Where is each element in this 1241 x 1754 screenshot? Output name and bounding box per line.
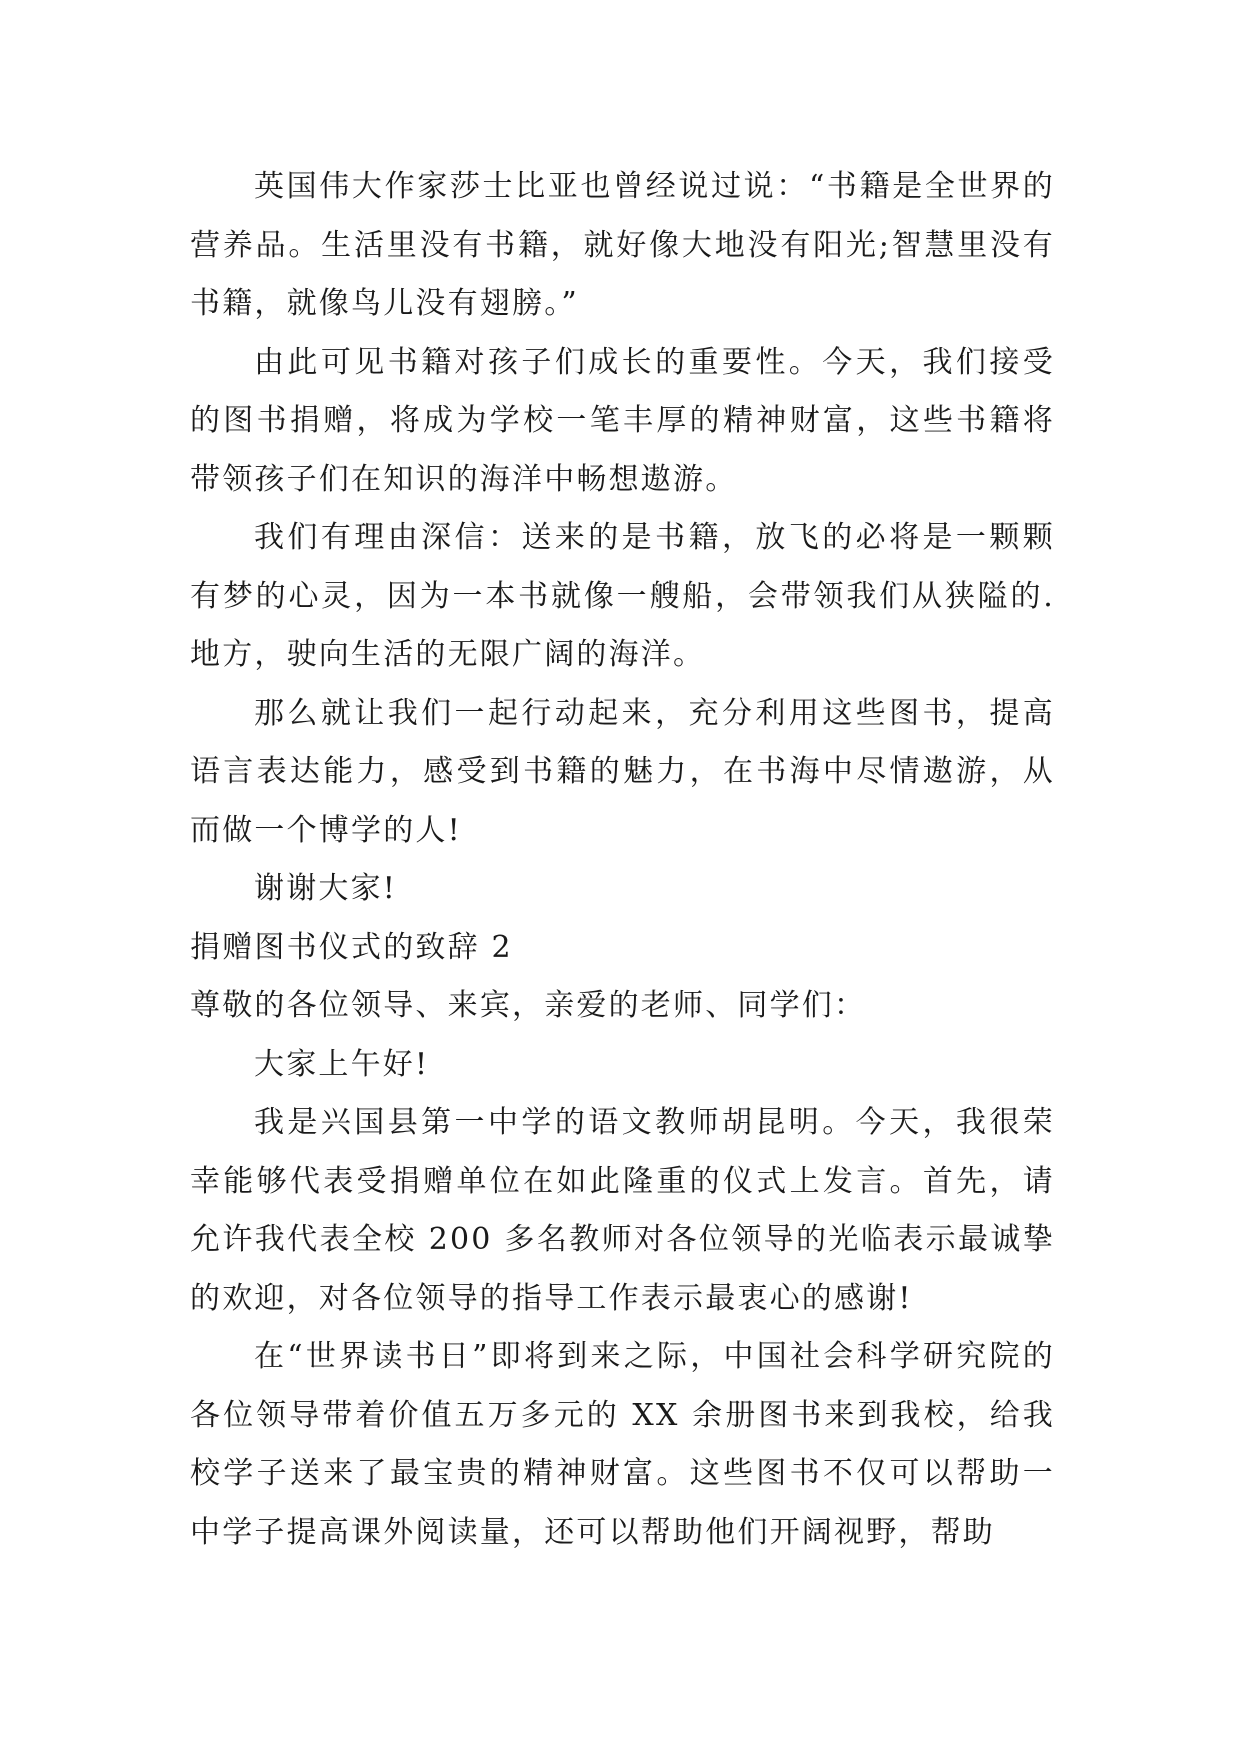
paragraph-importance-of-books: 由此可见书籍对孩子们成长的重要性。今天，我们接受的图书捐赠，将成为学校一笔丰厚的精神财富，这些书籍将带领孩子们在知识的海洋中畅想遨游。 (190, 344, 1055, 497)
paragraph-shakespeare-quote: 英国伟大作家莎士比亚也曾经说过说：“书籍是全世界的营养品。生活里没有书籍，就好像大地没有阳光;智慧里没有书籍，就像鸟儿没有翅膀。” (190, 169, 1055, 321)
paragraph-greeting: 大家上午好! (254, 1046, 430, 1082)
paragraph-firm-belief: 我们有理由深信：送来的是书籍，放飞的必将是一颗颗有梦的心灵，因为一本书就像一艘船，会带领我们从狭隘的.地方，驶向生活的无限广阔的海洋。 (190, 520, 1055, 672)
paragraph-call-to-action: 那么就让我们一起行动起来，充分利用这些图书，提高语言表达能力，感受到书籍的魅力，在书海中尽情遨游，从而做一个博学的人! (190, 695, 1055, 848)
paragraph-thanks: 谢谢大家! (254, 871, 398, 906)
salutation: 尊敬的各位领导、来宾，亲爱的老师、同学们： (190, 988, 867, 1023)
document-body (190, 158, 1055, 1562)
paragraph-speaker-intro: 我是兴国县第一中学的语文教师胡昆明。今天，我很荣幸能够代表受捐赠单位在如此隆重的仪式上发言。首先，请允许我代表全校 200 多名教师对各位领导的光临表示最诚挚的欢迎，对各位领导的指导工作表示最衷心的感谢! (190, 1105, 1055, 1316)
paragraph-world-reading-day: 在“世界读书日”即将到来之际，中国社会科学研究院的各位领导带着价值五万多元的 XX 余册图书来到我校，给我校学子送来了最宝贵的精神财富。这些图书不仅可以帮助一中学子提高课外阅读量，还可以帮助他们开阔视野，帮助 (190, 1339, 1055, 1550)
section-heading: 捐赠图书仪式的致辞 2 (190, 929, 513, 965)
